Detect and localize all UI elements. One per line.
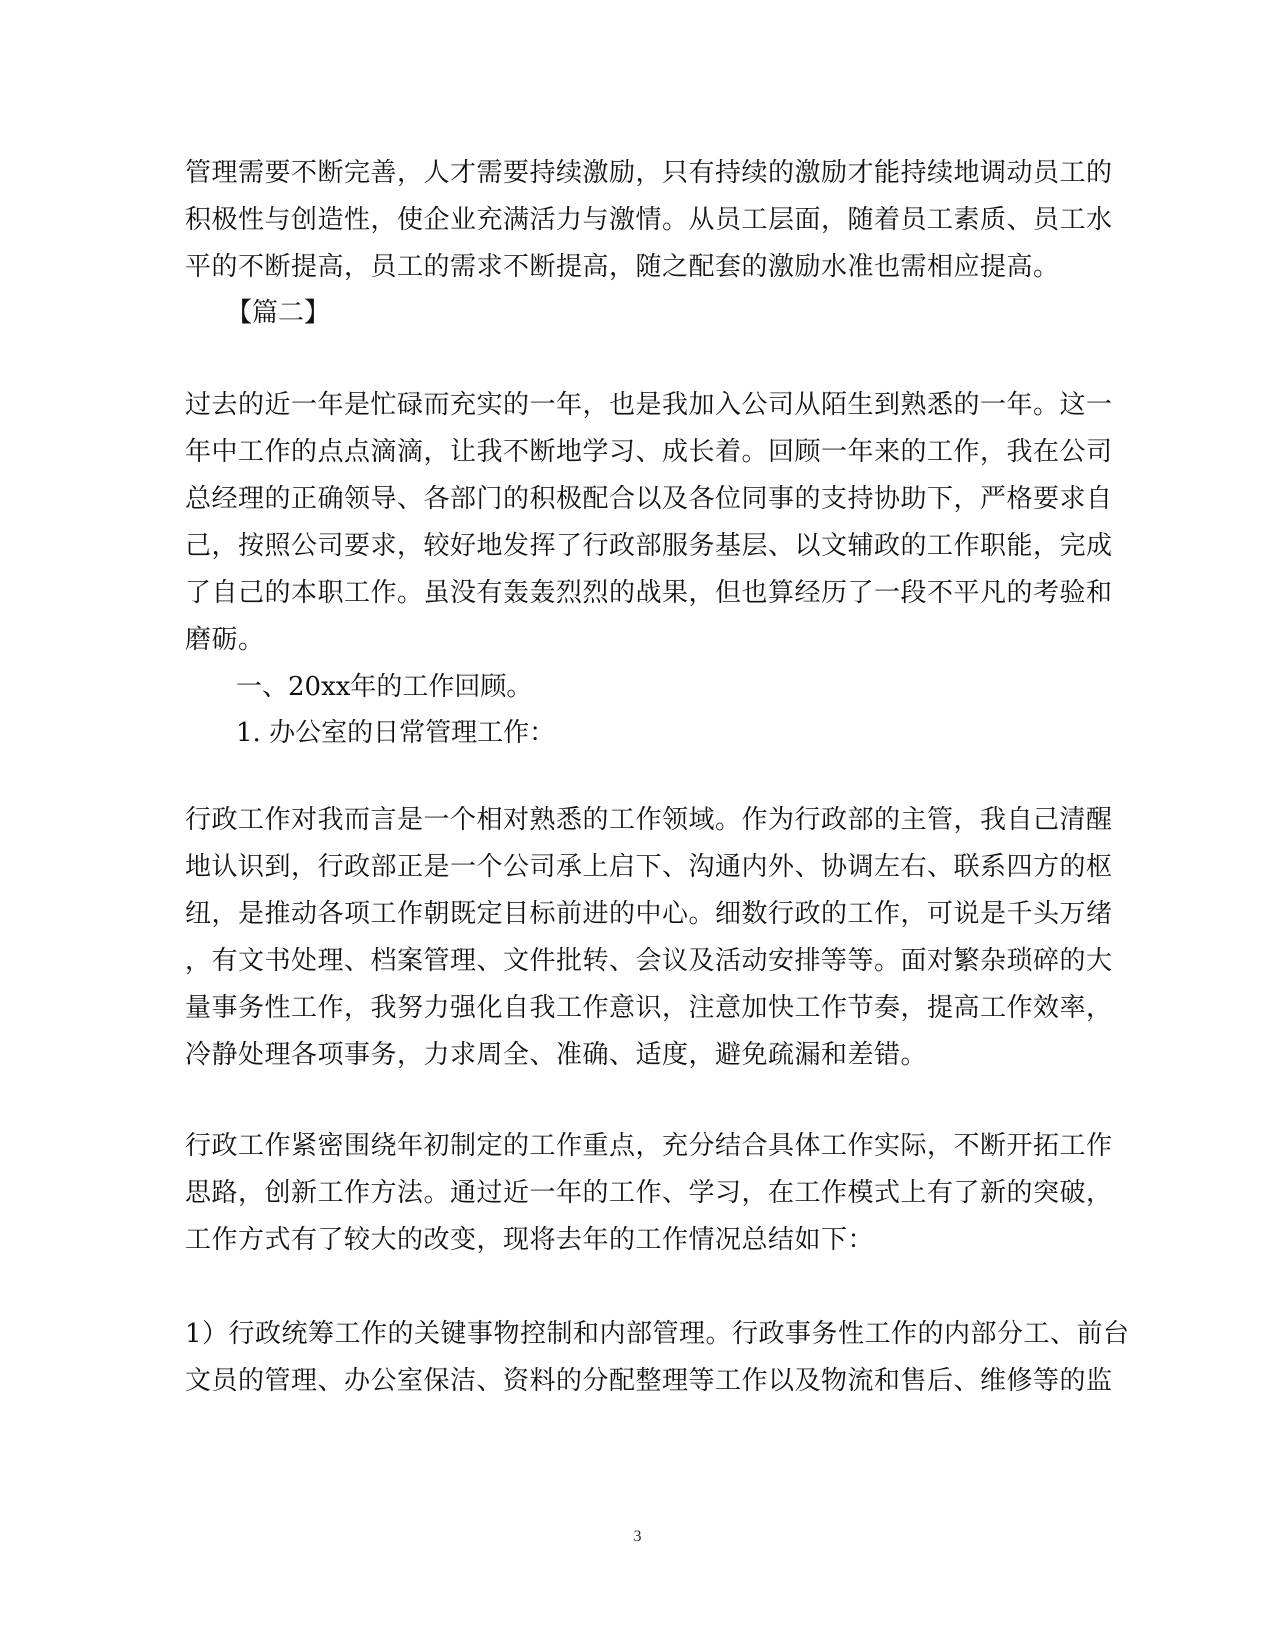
text-line: 行政工作对我而言是一个相对熟悉的工作领域。作为行政部的主管，我自己清醒 bbox=[185, 805, 1113, 835]
text-line: 地认识到，行政部正是一个公司承上启下、沟通内外、协调左右、联系四方的枢 bbox=[185, 852, 1113, 882]
text-line: 纽，是推动各项工作朝既定目标前进的中心。细数行政的工作，可说是千头万绪 bbox=[185, 899, 1113, 929]
paragraph-admin-work bbox=[185, 797, 1113, 1079]
text-line: 积极性与创造性，使企业充满活力与激情。从员工层面，随着员工素质、员工水 bbox=[185, 205, 1113, 235]
text-line: 1）行政统筹工作的关键事物控制和内部管理。行政事务性工作的内部分工、前台 bbox=[185, 1319, 1130, 1349]
paragraph-year-review-intro bbox=[185, 382, 1113, 664]
text-line: 平的不断提高，员工的需求不断提高，随之配套的激励水准也需相应提高。 bbox=[185, 252, 1060, 282]
section-heading-part-two: 【篇二】 bbox=[226, 298, 331, 328]
paragraph-motivation bbox=[185, 150, 1113, 291]
text-line: 量事务性工作，我努力强化自我工作意识，注意加快工作节奏，提高工作效率， bbox=[185, 993, 1113, 1023]
paragraph-work-approach bbox=[185, 1123, 1113, 1264]
text-line: 冷静处理各项事务，力求周全、准确、适度，避免疏漏和差错。 bbox=[185, 1040, 928, 1070]
text-line: 行政工作紧密围绕年初制定的工作重点，充分结合具体工作实际，不断开拓工作 bbox=[185, 1131, 1113, 1161]
text-line: 管理需要不断完善，人才需要持续激励，只有持续的激励才能持续地调动员工的 bbox=[185, 158, 1113, 188]
text-line: 总经理的正确领导、各部门的积极配合以及各位同事的支持协助下，严格要求自 bbox=[185, 484, 1113, 514]
text-line: ，有文书处理、档案管理、文件批转、会议及活动安排等等。面对繁杂琐碎的大 bbox=[185, 946, 1113, 976]
text-line: 了自己的本职工作。虽没有轰轰烈烈的战果，但也算经历了一段不平凡的考验和 bbox=[185, 578, 1113, 608]
text-line: 思路，创新工作方法。通过近一年的工作、学习，在工作模式上有了新的突破， bbox=[185, 1178, 1113, 1208]
office-management-heading: 1. 办公室的日常管理工作： bbox=[236, 718, 556, 748]
text-line: 文员的管理、办公室保洁、资料的分配整理等工作以及物流和售后、维修等的监 bbox=[185, 1366, 1113, 1396]
review-heading: 一、20xx年的工作回顾。 bbox=[236, 672, 533, 702]
paragraph-coordination bbox=[185, 1311, 1130, 1405]
text-line: 年中工作的点点滴滴，让我不断地学习、成长着。回顾一年来的工作，我在公司 bbox=[185, 437, 1113, 467]
text-line: 过去的近一年是忙碌而充实的一年，也是我加入公司从陌生到熟悉的一年。这一 bbox=[185, 390, 1113, 420]
page-number: 3 bbox=[633, 1528, 642, 1545]
text-line: 磨砺。 bbox=[185, 625, 265, 655]
text-line: 工作方式有了较大的改变，现将去年的工作情况总结如下： bbox=[185, 1225, 875, 1255]
text-line: 己，按照公司要求，较好地发挥了行政部服务基层、以文辅政的工作职能，完成 bbox=[185, 531, 1113, 561]
